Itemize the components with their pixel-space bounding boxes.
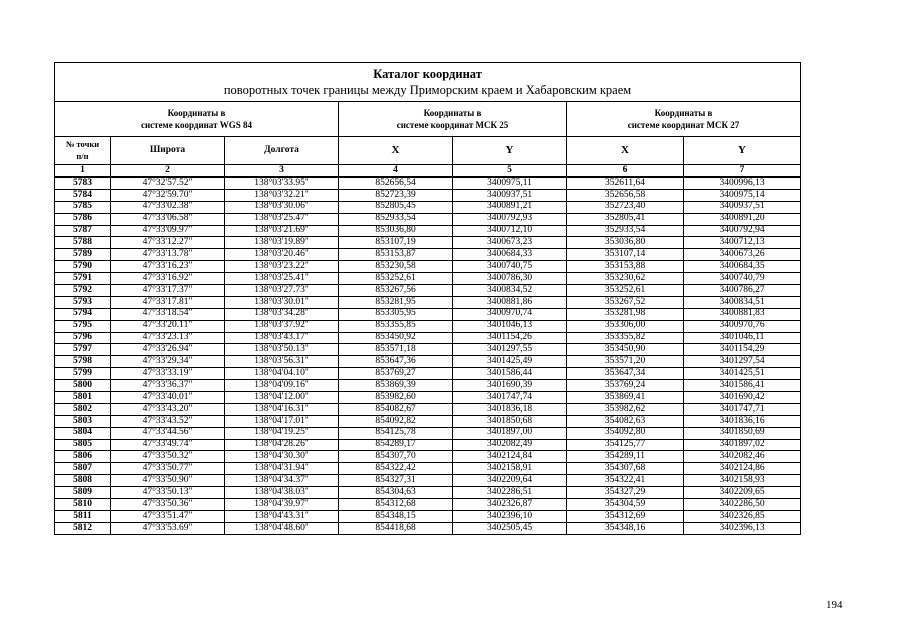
table-row xyxy=(55,499,801,511)
table-row xyxy=(55,356,801,368)
coordinate-catalog-table xyxy=(54,62,801,535)
x-msk25-cell: 854125,78 xyxy=(339,427,453,439)
y-msk25-cell: 3401897,00 xyxy=(453,427,567,439)
latitude-cell: 47°33'17.37" xyxy=(111,285,225,297)
point-number-cell: 5801 xyxy=(55,392,111,404)
y-msk25-cell: 3400975,11 xyxy=(453,177,567,189)
y-msk25-cell: 3402124,84 xyxy=(453,451,567,463)
y-msk25-cell: 3401046,13 xyxy=(453,320,567,332)
longitude-cell: 138°04'43.31" xyxy=(225,510,339,522)
y-msk27-cell: 3401586,41 xyxy=(684,380,801,392)
y-msk27-cell: 3400891,20 xyxy=(684,213,801,225)
group-header-msk25: Координаты в системе координат МСК 25 xyxy=(339,102,567,137)
y-msk25-cell: 3401850,68 xyxy=(453,415,567,427)
latitude-cell: 47°33'51.47" xyxy=(111,510,225,522)
longitude-cell: 138°04'04.10" xyxy=(225,368,339,380)
point-number-cell: 5783 xyxy=(55,177,111,189)
table-row xyxy=(55,308,801,320)
point-number-cell: 5797 xyxy=(55,344,111,356)
x-msk27-cell: 353869,41 xyxy=(567,392,684,404)
y-msk27-cell: 3400970,76 xyxy=(684,320,801,332)
latitude-cell: 47°33'50.90" xyxy=(111,475,225,487)
longitude-cell: 138°03'32.21" xyxy=(225,189,339,201)
y-msk27-cell: 3401046,11 xyxy=(684,332,801,344)
table-row xyxy=(55,296,801,308)
table-row xyxy=(55,285,801,297)
y-msk25-cell: 3402326,87 xyxy=(453,499,567,511)
y-msk25-cell: 3401425,49 xyxy=(453,356,567,368)
column-number: 6 xyxy=(567,165,684,178)
longitude-cell: 138°04'12.00" xyxy=(225,392,339,404)
x-msk27-cell: 353647,34 xyxy=(567,368,684,380)
y-msk27-cell: 3400834,51 xyxy=(684,296,801,308)
point-number-cell: 5798 xyxy=(55,356,111,368)
y-msk27-cell: 3400996,13 xyxy=(684,177,801,189)
longitude-cell: 138°03'34.28" xyxy=(225,308,339,320)
x-msk27-cell: 352933,54 xyxy=(567,225,684,237)
point-number-cell: 5784 xyxy=(55,189,111,201)
x-msk27-cell: 353450,90 xyxy=(567,344,684,356)
point-number-cell: 5795 xyxy=(55,320,111,332)
column-header-point-number: № точки п/п xyxy=(55,137,111,165)
latitude-cell: 47°33'50.36" xyxy=(111,499,225,511)
y-msk25-cell: 3402209,64 xyxy=(453,475,567,487)
longitude-cell: 138°04'16.31" xyxy=(225,403,339,415)
table-row xyxy=(55,403,801,415)
y-msk27-cell: 3400881,83 xyxy=(684,308,801,320)
x-msk25-cell: 853769,27 xyxy=(339,368,453,380)
longitude-cell: 138°04'39.97" xyxy=(225,499,339,511)
longitude-cell: 138°03'21.69" xyxy=(225,225,339,237)
point-number-cell: 5808 xyxy=(55,475,111,487)
y-msk27-cell: 3402209,65 xyxy=(684,487,801,499)
table-row xyxy=(55,189,801,201)
longitude-cell: 138°03'50.13" xyxy=(225,344,339,356)
longitude-cell: 138°04'38.03" xyxy=(225,487,339,499)
x-msk27-cell: 353769,24 xyxy=(567,380,684,392)
x-msk25-cell: 854322,42 xyxy=(339,463,453,475)
x-msk27-cell: 353281,98 xyxy=(567,308,684,320)
table-row xyxy=(55,332,801,344)
latitude-cell: 47°32'59.70" xyxy=(111,189,225,201)
table-row xyxy=(55,368,801,380)
y-msk25-cell: 3400937,51 xyxy=(453,189,567,201)
x-msk27-cell: 354307,68 xyxy=(567,463,684,475)
table-row xyxy=(55,463,801,475)
point-number-cell: 5807 xyxy=(55,463,111,475)
x-msk25-cell: 853571,18 xyxy=(339,344,453,356)
y-msk27-cell: 3401297,54 xyxy=(684,356,801,368)
table-title-row xyxy=(55,63,801,102)
point-number-cell: 5790 xyxy=(55,261,111,273)
latitude-cell: 47°32'57.52" xyxy=(111,177,225,189)
y-msk27-cell: 3401850,69 xyxy=(684,427,801,439)
longitude-cell: 138°04'17.01" xyxy=(225,415,339,427)
latitude-cell: 47°33'09.97" xyxy=(111,225,225,237)
table-row xyxy=(55,201,801,213)
x-msk27-cell: 354304,59 xyxy=(567,499,684,511)
y-msk25-cell: 3400881,86 xyxy=(453,296,567,308)
longitude-cell: 138°03'37.92" xyxy=(225,320,339,332)
table-row xyxy=(55,320,801,332)
y-msk27-cell: 3402124,86 xyxy=(684,463,801,475)
y-msk25-cell: 3401836,18 xyxy=(453,403,567,415)
longitude-cell: 138°03'30.06" xyxy=(225,201,339,213)
x-msk25-cell: 853107,19 xyxy=(339,237,453,249)
column-header-x-msk25: X xyxy=(339,137,453,165)
x-msk27-cell: 353230,62 xyxy=(567,273,684,285)
x-msk25-cell: 853153,87 xyxy=(339,249,453,261)
y-msk25-cell: 3400740,75 xyxy=(453,261,567,273)
y-msk25-cell: 3400891,21 xyxy=(453,201,567,213)
latitude-cell: 47°33'44.56" xyxy=(111,427,225,439)
y-msk25-cell: 3401297,55 xyxy=(453,344,567,356)
longitude-cell: 138°04'09.16" xyxy=(225,380,339,392)
coordinate-system-header-row xyxy=(55,102,801,137)
y-msk27-cell: 3400712,13 xyxy=(684,237,801,249)
point-number-cell: 5788 xyxy=(55,237,111,249)
point-number-cell: 5786 xyxy=(55,213,111,225)
table-title: Каталог координат xyxy=(373,67,482,81)
table-subtitle: поворотных точек границы между Приморским краем и Хабаровским краем xyxy=(223,82,632,97)
latitude-cell: 47°33'20.11" xyxy=(111,320,225,332)
latitude-cell: 47°33'53.69" xyxy=(111,522,225,534)
x-msk27-cell: 353036,80 xyxy=(567,237,684,249)
column-number: 7 xyxy=(684,165,801,178)
x-msk27-cell: 353267,52 xyxy=(567,296,684,308)
point-number-cell: 5791 xyxy=(55,273,111,285)
x-msk27-cell: 354125,77 xyxy=(567,439,684,451)
longitude-cell: 138°03'23.22" xyxy=(225,261,339,273)
table-row xyxy=(55,392,801,404)
x-msk25-cell: 853281,95 xyxy=(339,296,453,308)
latitude-cell: 47°33'50.77" xyxy=(111,463,225,475)
x-msk25-cell: 854312,68 xyxy=(339,499,453,511)
table-row xyxy=(55,510,801,522)
y-msk27-cell: 3401747,71 xyxy=(684,403,801,415)
point-number-cell: 5809 xyxy=(55,487,111,499)
longitude-cell: 138°03'27.73" xyxy=(225,285,339,297)
x-msk27-cell: 353107,14 xyxy=(567,249,684,261)
point-number-cell: 5805 xyxy=(55,439,111,451)
y-msk25-cell: 3402158,91 xyxy=(453,463,567,475)
x-msk25-cell: 853355,85 xyxy=(339,320,453,332)
point-number-cell: 5793 xyxy=(55,296,111,308)
x-msk25-cell: 854307,70 xyxy=(339,451,453,463)
y-msk27-cell: 3402326,85 xyxy=(684,510,801,522)
longitude-cell: 138°04'34.37" xyxy=(225,475,339,487)
column-number: 4 xyxy=(339,165,453,178)
table-row xyxy=(55,415,801,427)
longitude-cell: 138°03'30.01" xyxy=(225,296,339,308)
longitude-cell: 138°04'19.25" xyxy=(225,427,339,439)
latitude-cell: 47°33'49.74" xyxy=(111,439,225,451)
x-msk27-cell: 352656,58 xyxy=(567,189,684,201)
longitude-cell: 138°04'28.26" xyxy=(225,439,339,451)
point-number-cell: 5800 xyxy=(55,380,111,392)
x-msk27-cell: 352611,64 xyxy=(567,177,684,189)
latitude-cell: 47°33'17.81" xyxy=(111,296,225,308)
y-msk27-cell: 3402396,13 xyxy=(684,522,801,534)
column-header-latitude: Широта xyxy=(111,137,225,165)
x-msk25-cell: 854082,67 xyxy=(339,403,453,415)
latitude-cell: 47°33'02.38" xyxy=(111,201,225,213)
x-msk25-cell: 854418,68 xyxy=(339,522,453,534)
y-msk27-cell: 3401836,16 xyxy=(684,415,801,427)
table-row xyxy=(55,451,801,463)
y-msk27-cell: 3401154,29 xyxy=(684,344,801,356)
y-msk27-cell: 3400937,51 xyxy=(684,201,801,213)
x-msk25-cell: 853647,36 xyxy=(339,356,453,368)
table-row xyxy=(55,487,801,499)
y-msk25-cell: 3400673,23 xyxy=(453,237,567,249)
table-row xyxy=(55,273,801,285)
x-msk27-cell: 352723,40 xyxy=(567,201,684,213)
table-row xyxy=(55,177,801,189)
point-number-cell: 5799 xyxy=(55,368,111,380)
y-msk25-cell: 3401747,74 xyxy=(453,392,567,404)
latitude-cell: 47°33'40.01" xyxy=(111,392,225,404)
x-msk25-cell: 853252,61 xyxy=(339,273,453,285)
table-row xyxy=(55,249,801,261)
longitude-cell: 138°03'25.41" xyxy=(225,273,339,285)
longitude-cell: 138°03'19.89" xyxy=(225,237,339,249)
table-row xyxy=(55,237,801,249)
latitude-cell: 47°33'23.13" xyxy=(111,332,225,344)
y-msk27-cell: 3400792,94 xyxy=(684,225,801,237)
latitude-cell: 47°33'16.23" xyxy=(111,261,225,273)
point-number-cell: 5792 xyxy=(55,285,111,297)
y-msk25-cell: 3401154,26 xyxy=(453,332,567,344)
x-msk25-cell: 853267,56 xyxy=(339,285,453,297)
point-number-cell: 5812 xyxy=(55,522,111,534)
column-number: 1 xyxy=(55,165,111,178)
x-msk25-cell: 852656,54 xyxy=(339,177,453,189)
y-msk27-cell: 3401690,42 xyxy=(684,392,801,404)
y-msk25-cell: 3400786,30 xyxy=(453,273,567,285)
x-msk27-cell: 354312,69 xyxy=(567,510,684,522)
table-row xyxy=(55,261,801,273)
x-msk25-cell: 853305,95 xyxy=(339,308,453,320)
point-number-cell: 5785 xyxy=(55,201,111,213)
latitude-cell: 47°33'16.92" xyxy=(111,273,225,285)
column-number: 2 xyxy=(111,165,225,178)
x-msk25-cell: 852805,45 xyxy=(339,201,453,213)
longitude-cell: 138°03'56.31" xyxy=(225,356,339,368)
x-msk25-cell: 854348,15 xyxy=(339,510,453,522)
latitude-cell: 47°33'36.37" xyxy=(111,380,225,392)
x-msk27-cell: 353153,88 xyxy=(567,261,684,273)
x-msk25-cell: 853982,60 xyxy=(339,392,453,404)
latitude-cell: 47°33'43.20" xyxy=(111,403,225,415)
longitude-cell: 138°04'30.30" xyxy=(225,451,339,463)
longitude-cell: 138°04'31.94" xyxy=(225,463,339,475)
longitude-cell: 138°03'25.47" xyxy=(225,213,339,225)
x-msk25-cell: 854327,31 xyxy=(339,475,453,487)
group-header-msk27: Координаты в системе координат МСК 27 xyxy=(567,102,801,137)
column-number: 3 xyxy=(225,165,339,178)
y-msk25-cell: 3400792,93 xyxy=(453,213,567,225)
y-msk25-cell: 3402505,45 xyxy=(453,522,567,534)
x-msk27-cell: 354322,41 xyxy=(567,475,684,487)
point-number-cell: 5804 xyxy=(55,427,111,439)
column-header-x-msk27: X xyxy=(567,137,684,165)
y-msk27-cell: 3400684,35 xyxy=(684,261,801,273)
x-msk27-cell: 354092,80 xyxy=(567,427,684,439)
table-row xyxy=(55,522,801,534)
y-msk25-cell: 3400834,52 xyxy=(453,285,567,297)
y-msk25-cell: 3401586,44 xyxy=(453,368,567,380)
x-msk25-cell: 853869,39 xyxy=(339,380,453,392)
column-number: 5 xyxy=(453,165,567,178)
longitude-cell: 138°04'48.60" xyxy=(225,522,339,534)
x-msk27-cell: 354327,29 xyxy=(567,487,684,499)
y-msk25-cell: 3402286,51 xyxy=(453,487,567,499)
y-msk27-cell: 3402158,93 xyxy=(684,475,801,487)
point-number-cell: 5796 xyxy=(55,332,111,344)
latitude-cell: 47°33'50.32" xyxy=(111,451,225,463)
x-msk25-cell: 853036,80 xyxy=(339,225,453,237)
latitude-cell: 47°33'18.54" xyxy=(111,308,225,320)
x-msk25-cell: 853450,92 xyxy=(339,332,453,344)
x-msk25-cell: 854304,63 xyxy=(339,487,453,499)
y-msk27-cell: 3402286,50 xyxy=(684,499,801,511)
point-number-cell: 5789 xyxy=(55,249,111,261)
longitude-cell: 138°03'33.95" xyxy=(225,177,339,189)
x-msk27-cell: 353355,82 xyxy=(567,332,684,344)
x-msk25-cell: 852723,39 xyxy=(339,189,453,201)
x-msk27-cell: 353982,62 xyxy=(567,403,684,415)
group-header-wgs84: Координаты в системе координат WGS 84 xyxy=(55,102,339,137)
y-msk25-cell: 3400712,10 xyxy=(453,225,567,237)
y-msk25-cell: 3402396,10 xyxy=(453,510,567,522)
latitude-cell: 47°33'33.19" xyxy=(111,368,225,380)
x-msk27-cell: 353571,20 xyxy=(567,356,684,368)
point-number-cell: 5806 xyxy=(55,451,111,463)
latitude-cell: 47°33'26.94" xyxy=(111,344,225,356)
x-msk27-cell: 354289,11 xyxy=(567,451,684,463)
x-msk27-cell: 353252,61 xyxy=(567,285,684,297)
table-row xyxy=(55,439,801,451)
table-row xyxy=(55,427,801,439)
y-msk27-cell: 3400975,14 xyxy=(684,189,801,201)
x-msk25-cell: 853230,58 xyxy=(339,261,453,273)
latitude-cell: 47°33'12.27" xyxy=(111,237,225,249)
y-msk25-cell: 3400970,74 xyxy=(453,308,567,320)
latitude-cell: 47°33'13.78" xyxy=(111,249,225,261)
point-number-cell: 5810 xyxy=(55,499,111,511)
y-msk27-cell: 3401897,02 xyxy=(684,439,801,451)
x-msk27-cell: 352805,41 xyxy=(567,213,684,225)
table-row xyxy=(55,380,801,392)
x-msk27-cell: 353306,00 xyxy=(567,320,684,332)
y-msk27-cell: 3400786,27 xyxy=(684,285,801,297)
y-msk27-cell: 3401425,51 xyxy=(684,368,801,380)
latitude-cell: 47°33'43.52" xyxy=(111,415,225,427)
latitude-cell: 47°33'06.58" xyxy=(111,213,225,225)
x-msk25-cell: 854092,82 xyxy=(339,415,453,427)
point-number-cell: 5802 xyxy=(55,403,111,415)
column-header-row xyxy=(55,137,801,165)
latitude-cell: 47°33'29.34" xyxy=(111,356,225,368)
y-msk25-cell: 3400684,33 xyxy=(453,249,567,261)
latitude-cell: 47°33'50.13" xyxy=(111,487,225,499)
column-number-row xyxy=(55,165,801,178)
x-msk25-cell: 852933,54 xyxy=(339,213,453,225)
page-number: 194 xyxy=(826,599,843,611)
column-header-y-msk25: Y xyxy=(453,137,567,165)
point-number-cell: 5803 xyxy=(55,415,111,427)
table-title-cell xyxy=(55,63,801,102)
table-row xyxy=(55,225,801,237)
point-number-cell: 5787 xyxy=(55,225,111,237)
y-msk25-cell: 3401690,39 xyxy=(453,380,567,392)
point-number-cell: 5811 xyxy=(55,510,111,522)
table-row xyxy=(55,475,801,487)
table-row xyxy=(55,213,801,225)
column-header-y-msk27: Y xyxy=(684,137,801,165)
longitude-cell: 138°03'43.17" xyxy=(225,332,339,344)
x-msk25-cell: 854289,17 xyxy=(339,439,453,451)
point-number-cell: 5794 xyxy=(55,308,111,320)
y-msk27-cell: 3402082,46 xyxy=(684,451,801,463)
y-msk25-cell: 3402082,49 xyxy=(453,439,567,451)
x-msk27-cell: 354082,63 xyxy=(567,415,684,427)
y-msk27-cell: 3400673,26 xyxy=(684,249,801,261)
longitude-cell: 138°03'20.46" xyxy=(225,249,339,261)
table-row xyxy=(55,344,801,356)
x-msk27-cell: 354348,16 xyxy=(567,522,684,534)
y-msk27-cell: 3400740,79 xyxy=(684,273,801,285)
column-header-longitude: Долгота xyxy=(225,137,339,165)
